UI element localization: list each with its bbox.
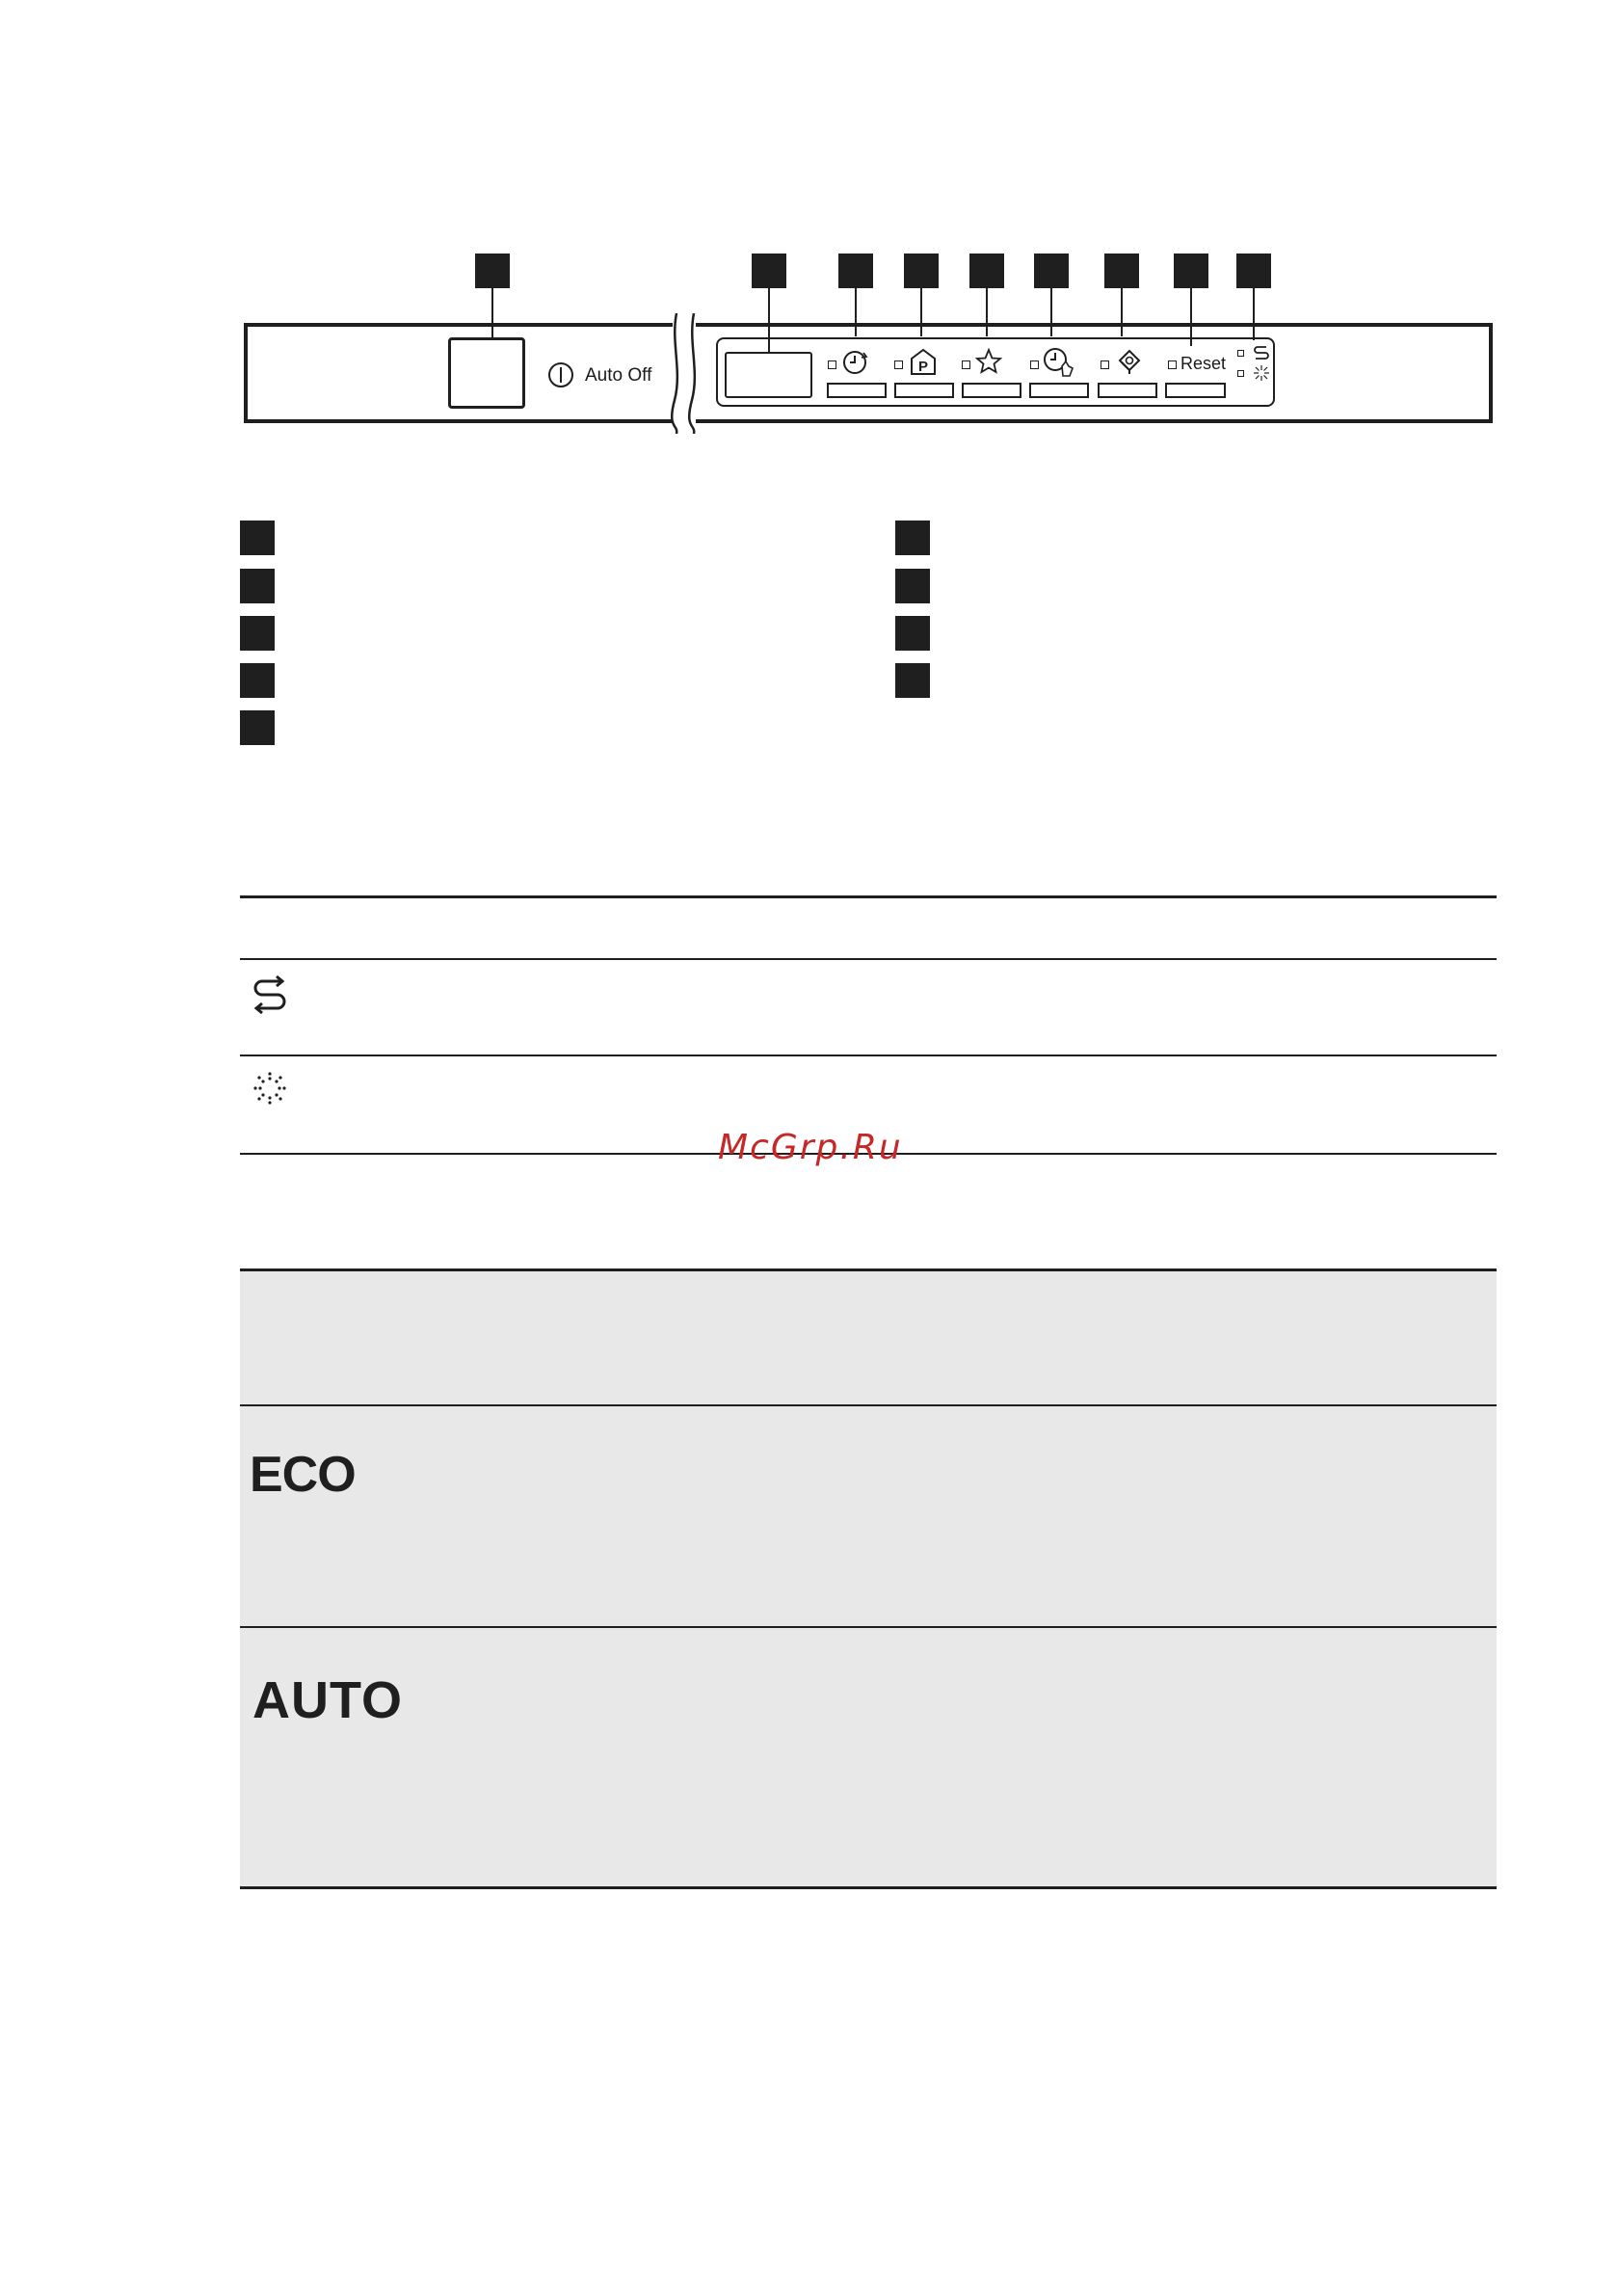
legend-marker-3 (240, 616, 275, 651)
legend-marker-2 (240, 569, 275, 603)
regenerate-icon (251, 975, 289, 1014)
program-led (894, 360, 903, 369)
indicator-table-row-rule (240, 1055, 1497, 1056)
favourite-button[interactable] (962, 383, 1021, 398)
delay-start-led (828, 360, 836, 369)
power-icon (546, 360, 575, 389)
favourite-led (962, 360, 970, 369)
eco-label: ECO (250, 1447, 356, 1503)
auto-row (240, 1628, 1497, 1886)
tablet-icon (1114, 347, 1143, 376)
rinse-aid-led (1237, 370, 1244, 377)
svg-text:P: P (917, 359, 929, 375)
callout-8 (1174, 254, 1208, 288)
callout-3 (838, 254, 873, 288)
panel-break-icon (665, 313, 703, 434)
regenerate-led (1237, 350, 1244, 357)
indicator-table-header-rule (240, 958, 1497, 960)
delay-start-button[interactable] (827, 383, 887, 398)
reset-led (1168, 360, 1177, 369)
callout-6 (1034, 254, 1069, 288)
clock-icon (840, 347, 869, 376)
options-table-bottom-rule (240, 1886, 1497, 1889)
reset-button[interactable] (1165, 383, 1226, 398)
eco-row (240, 1406, 1497, 1626)
program-icon (909, 347, 938, 376)
rinse-aid-icon (1253, 364, 1270, 382)
regenerate-icon (1253, 344, 1270, 361)
options-header-band (240, 1270, 1497, 1405)
tablet-button[interactable] (1098, 383, 1157, 398)
timer-button[interactable] (1029, 383, 1089, 398)
timer-hand-icon (1041, 345, 1077, 380)
reset-label: Reset (1180, 354, 1227, 373)
options-table-top-rule (240, 1268, 1497, 1271)
callout-2 (752, 254, 786, 288)
auto-off-label: Auto Off (585, 365, 652, 386)
legend-marker-6 (895, 521, 930, 555)
on-off-button[interactable] (448, 337, 525, 409)
callout-1 (475, 254, 510, 288)
watermark-text: McGrp.Ru (718, 1128, 903, 1167)
timer-led (1030, 360, 1039, 369)
legend-marker-9 (895, 663, 930, 698)
legend-marker-8 (895, 616, 930, 651)
legend-marker-1 (240, 521, 275, 555)
callout-7 (1104, 254, 1139, 288)
star-icon (974, 347, 1003, 376)
indicator-table-top-rule (240, 895, 1497, 898)
display (725, 352, 812, 398)
callout-4 (904, 254, 939, 288)
tablet-led (1101, 360, 1109, 369)
legend-marker-4 (240, 663, 275, 698)
program-button[interactable] (894, 383, 954, 398)
callout-5 (969, 254, 1004, 288)
legend-marker-7 (895, 569, 930, 603)
rinse-aid-icon (252, 1071, 287, 1106)
auto-label: AUTO (252, 1671, 404, 1729)
callout-9 (1236, 254, 1271, 288)
legend-marker-5 (240, 710, 275, 745)
